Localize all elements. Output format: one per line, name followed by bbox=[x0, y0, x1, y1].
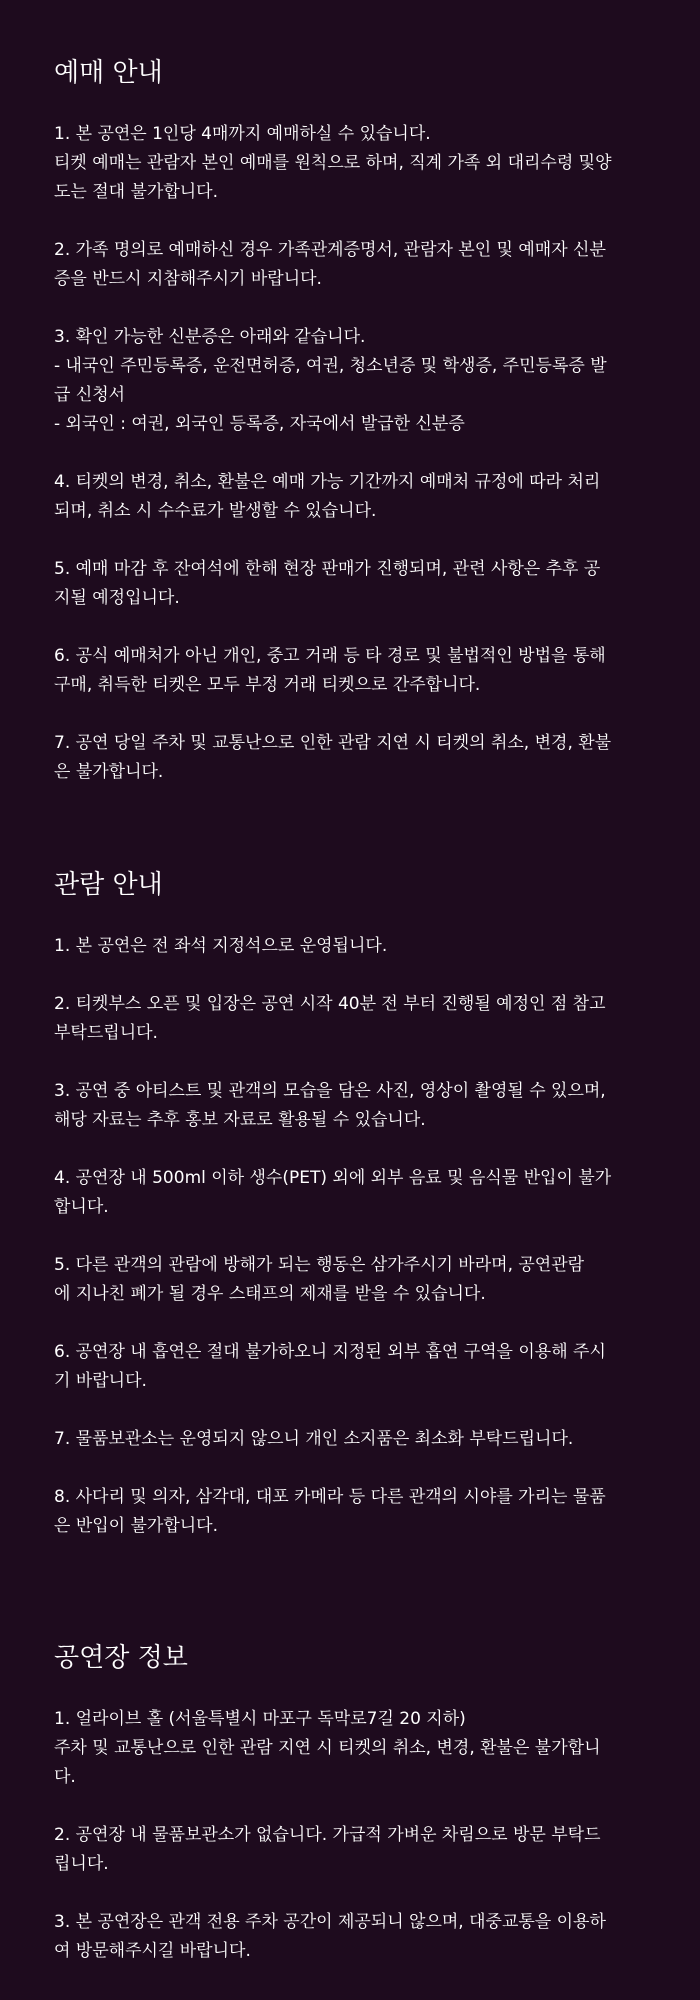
viewing-info-section bbox=[54, 868, 654, 1570]
notice-item: 3. 확인 가능한 신분증은 아래와 같습니다. - 내국인 주민등록증, 운전면허증, 여권, 청소년증 및 학생증, 주민등록증 발 급 신청서 - 외국인 : 여권, 외국인 등록증, 자국에서 발급한 신분증 bbox=[54, 327, 607, 434]
notice-item: 1. 본 공연은 전 좌석 지정석으로 운영됩니다. bbox=[54, 936, 388, 956]
notice-item: 5. 다른 관객의 관람에 방해가 되는 행동은 삼가주시기 바라며, 공연관람 에 지나친 폐가 될 경우 스태프의 제재를 받을 수 있습니다. bbox=[54, 1255, 585, 1304]
notice-item: 3. 본 공연장은 관객 전용 주차 공간이 제공되니 않으며, 대중교통을 이용하 여 방문해주시길 바랍니다. bbox=[54, 1912, 606, 1961]
notice-item: 6. 공연장 내 흡연은 절대 불가하오니 지정된 외부 흡연 구역을 이용해 주시 기 바랍니다. bbox=[54, 1342, 606, 1391]
notice-item: 6. 공식 예매처가 아닌 개인, 중고 거래 등 타 경로 및 불법적인 방법을 통해 구매, 취득한 티켓은 모두 부정 거래 티켓으로 간주합니다. bbox=[54, 646, 606, 695]
section-title-venue: 공연장 정보 bbox=[54, 1643, 188, 1673]
reservation-info-section bbox=[54, 56, 654, 816]
notice-item: 7. 공연 당일 주차 및 교통난으로 인한 관람 지연 시 티켓의 취소, 변경, 환불 은 불가합니다. bbox=[54, 733, 612, 782]
notice-item: 5. 예매 마감 후 잔여석에 한해 현장 판매가 진행되며, 관련 사항은 추후 공 지될 예정입니다. bbox=[54, 559, 601, 608]
notice-item: 4. 공연장 내 500ml 이하 생수(PET) 외에 외부 음료 및 음식물 반입이 불가 합니다. bbox=[54, 1168, 612, 1217]
notice-item: 2. 티켓부스 오픈 및 입장은 공연 시작 40분 전 부터 진행될 예정인 점 참고 부탁드립니다. bbox=[54, 994, 606, 1043]
section-title-viewing: 관람 안내 bbox=[54, 870, 163, 900]
notice-item: 2. 가족 명의로 예매하신 경우 가족관계증명서, 관람자 본인 및 예매자 신분 증을 반드시 지참해주시기 바랍니다. bbox=[54, 240, 606, 289]
reservation-info-list bbox=[54, 120, 654, 787]
notice-item: 2. 공연장 내 물품보관소가 없습니다. 가급적 가벼운 차림으로 방문 부탁드 립니다. bbox=[54, 1825, 601, 1874]
viewing-info-list bbox=[54, 932, 654, 1541]
venue-info-list bbox=[54, 1705, 654, 1966]
notice-item: 8. 사다리 및 의자, 삼각대, 대포 카메라 등 다른 관객의 시야를 가리는 물품 은 반입이 불가합니다. bbox=[54, 1487, 606, 1536]
notice-item: 1. 본 공연은 1인당 4매까지 예매하실 수 있습니다. 티켓 예매는 관람자 본인 예매를 원칙으로 하며, 직계 가족 외 대리수령 및양 도는 절대 불가합니다. bbox=[54, 124, 612, 202]
notice-item: 1. 얼라이브 홀 (서울특별시 마포구 독막로7길 20 지하) 주차 및 교통난으로 인한 관람 지연 시 티켓의 취소, 변경, 환불은 불가합니 다. bbox=[54, 1709, 601, 1787]
notice-item: 3. 공연 중 아티스트 및 관객의 모습을 담은 사진, 영상이 촬영될 수 있으며, 해당 자료는 추후 홍보 자료로 활용될 수 있습니다. bbox=[54, 1081, 606, 1130]
section-title-reservation: 예매 안내 bbox=[54, 58, 163, 88]
venue-info-section bbox=[54, 1641, 654, 1995]
notice-item: 4. 티켓의 변경, 취소, 환불은 예매 가능 기간까지 예매처 규정에 따라 처리 되며, 취소 시 수수료가 발생할 수 있습니다. bbox=[54, 472, 601, 521]
notice-item: 7. 물품보관소는 운영되지 않으니 개인 소지품은 최소화 부탁드립니다. bbox=[54, 1429, 574, 1449]
